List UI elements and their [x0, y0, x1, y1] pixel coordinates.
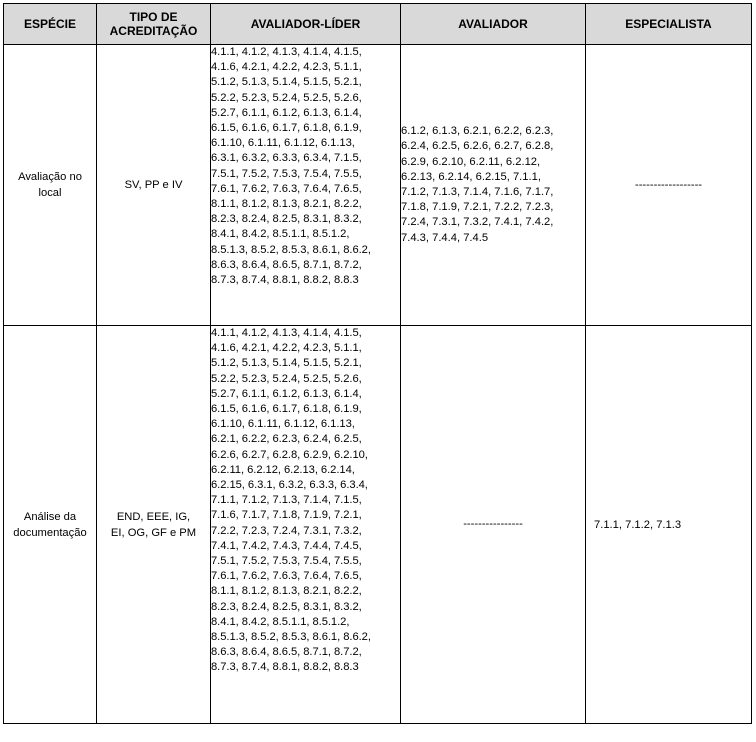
cell-line: Avaliação no [18, 171, 82, 183]
header-tipo-acreditacao: TIPO DE ACREDITAÇÃO [97, 4, 211, 45]
especie-cell [4, 326, 97, 724]
cell-line: 7.1.1, 7.1.2, 7.1.3 [594, 518, 682, 531]
cell-line: 7.4.3, 7.4.4, 7.4.5 [401, 231, 489, 244]
cell-line: 6.1.10, 6.1.11, 6.1.12, 6.1.13, [211, 137, 355, 150]
cell-line: 5.2.2, 5.2.3, 5.2.4, 5.2.5, 5.2.6, [211, 372, 362, 385]
cell-line: 8.2.3, 8.2.4, 8.2.5, 8.3.1, 8.3.2, [211, 213, 362, 226]
cell-line: SV, PP e IV [124, 179, 183, 191]
cell-line: 6.1.2, 6.1.3, 6.2.1, 6.2.2, 6.2.3, [401, 125, 554, 138]
cell-line: EI, OG, GF e PM [110, 526, 197, 539]
cell-line: ------------------ [634, 179, 703, 191]
cell-line: 7.5.1, 7.5.2, 7.5.3, 7.5.4, 7.5.5, [211, 167, 362, 180]
cell-line: END, EEE, IG, [116, 510, 191, 523]
cell-line: ---------------- [463, 517, 523, 530]
cell-line: 7.5.1, 7.5.2, 7.5.3, 7.5.4, 7.5.5, [211, 555, 362, 568]
tipo-acreditacao-cell [97, 326, 211, 724]
cell-line: 8.7.3, 8.7.4, 8.8.1, 8.8.2, 8.8.3 [211, 661, 359, 674]
especie-cell [4, 45, 97, 326]
table-row [4, 326, 752, 724]
cell-line: 5.1.2, 5.1.3, 5.1.4, 5.1.5, 5.2.1, [211, 357, 362, 370]
cell-line: documentação [13, 526, 87, 539]
especialista-cell [586, 45, 752, 326]
cell-line: 7.1.6, 7.1.7, 7.1.8, 7.1.9, 7.2.1, [211, 509, 362, 522]
cell-line: 8.6.3, 8.6.4, 8.6.5, 8.7.1, 8.7.2, [211, 258, 362, 271]
header-avaliador-lider: AVALIADOR-LÍDER [211, 4, 401, 45]
cell-line: 6.2.4, 6.2.5, 6.2.6, 6.2.7, 6.2.8, [401, 140, 554, 153]
cell-line: 8.5.1.3, 8.5.2, 8.5.3, 8.6.1, 8.6.2, [211, 631, 371, 644]
cell-line: 4.1.1, 4.1.2, 4.1.3, 4.1.4, 4.1.5, [211, 46, 362, 58]
cell-line: 8.1.1, 8.1.2, 8.1.3, 8.2.1, 8.2.2, [211, 198, 362, 211]
cell-line: 4.1.1, 4.1.2, 4.1.3, 4.1.4, 4.1.5, [211, 327, 362, 339]
cell-line: 7.2.2, 7.2.3, 7.2.4, 7.3.1, 7.3.2, [211, 524, 362, 537]
header-row [4, 4, 752, 45]
cell-line: 5.2.2, 5.2.3, 5.2.4, 5.2.5, 5.2.6, [211, 91, 362, 104]
tipo-acreditacao-cell [97, 45, 211, 326]
header-avaliador: AVALIADOR [401, 4, 586, 45]
table-row [4, 45, 752, 326]
avaliador-cell [401, 45, 586, 326]
cell-line: 8.4.1, 8.4.2, 8.5.1.1, 8.5.1.2, [211, 228, 350, 241]
cell-line: 8.2.3, 8.2.4, 8.2.5, 8.3.1, 8.3.2, [211, 600, 362, 613]
cell-line: 4.1.6, 4.2.1, 4.2.2, 4.2.3, 5.1.1, [211, 342, 362, 355]
cell-line: 6.2.6, 6.2.7, 6.2.8, 6.2.9, 6.2.10, [211, 448, 368, 461]
cell-line: 6.2.13, 6.2.14, 6.2.15, 7.1.1, [401, 170, 541, 183]
cell-line: 8.5.1.3, 8.5.2, 8.5.3, 8.6.1, 8.6.2, [211, 243, 371, 256]
cell-line: 6.1.10, 6.1.11, 6.1.12, 6.1.13, [211, 418, 355, 431]
cell-line: 6.2.1, 6.2.2, 6.2.3, 6.2.4, 6.2.5, [211, 433, 362, 446]
avaliador-lider-cell [211, 326, 401, 724]
cell-line: 5.1.2, 5.1.3, 5.1.4, 5.1.5, 5.2.1, [211, 76, 362, 89]
cell-line: 6.2.9, 6.2.10, 6.2.11, 6.2.12, [401, 155, 541, 168]
cell-line: 6.1.5, 6.1.6, 6.1.7, 6.1.8, 6.1.9, [211, 122, 362, 135]
cell-line: Análise da [23, 510, 77, 523]
cell-line: 6.1.5, 6.1.6, 6.1.7, 6.1.8, 6.1.9, [211, 403, 362, 416]
cell-line: 7.2.4, 7.3.1, 7.3.2, 7.4.1, 7.4.2, [401, 216, 554, 229]
cell-line: 7.1.8, 7.1.9, 7.2.1, 7.2.2, 7.2.3, [401, 201, 554, 214]
cell-line: 7.1.1, 7.1.2, 7.1.3, 7.1.4, 7.1.5, [211, 494, 362, 507]
cell-line: 6.3.1, 6.3.2, 6.3.3, 6.3.4, 7.1.5, [211, 152, 362, 165]
cell-line: 6.2.15, 6.3.1, 6.3.2, 6.3.3, 6.3.4, [211, 479, 368, 492]
cell-line: 7.6.1, 7.6.2, 7.6.3, 7.6.4, 7.6.5, [211, 570, 362, 583]
cell-line: 5.2.7, 6.1.1, 6.1.2, 6.1.3, 6.1.4, [211, 106, 362, 119]
avaliador-cell [401, 326, 586, 724]
cell-line: 7.4.1, 7.4.2, 7.4.3, 7.4.4, 7.4.5, [211, 539, 362, 552]
cell-line: 5.2.7, 6.1.1, 6.1.2, 6.1.3, 6.1.4, [211, 387, 362, 400]
cell-line: 8.4.1, 8.4.2, 8.5.1.1, 8.5.1.2, [211, 615, 350, 628]
cell-line: 4.1.6, 4.2.1, 4.2.2, 4.2.3, 5.1.1, [211, 61, 362, 74]
cell-line: 7.6.1, 7.6.2, 7.6.3, 7.6.4, 7.6.5, [211, 182, 362, 195]
cell-line: 8.7.3, 8.7.4, 8.8.1, 8.8.2, 8.8.3 [211, 274, 359, 287]
avaliador-lider-cell [211, 45, 401, 326]
cell-line: 8.6.3, 8.6.4, 8.6.5, 8.7.1, 8.7.2, [211, 646, 362, 659]
cell-line: local [38, 187, 62, 199]
header-especie: ESPÉCIE [4, 4, 97, 45]
cell-line: 7.1.2, 7.1.3, 7.1.4, 7.1.6, 7.1.7, [401, 186, 554, 198]
cell-line: 8.1.1, 8.1.2, 8.1.3, 8.2.1, 8.2.2, [211, 585, 362, 598]
especialista-cell [586, 326, 752, 724]
cell-line: 6.2.11, 6.2.12, 6.2.13, 6.2.14, [211, 463, 355, 476]
header-especialista: ESPECIALISTA [586, 4, 752, 45]
requirements-table [3, 3, 752, 724]
